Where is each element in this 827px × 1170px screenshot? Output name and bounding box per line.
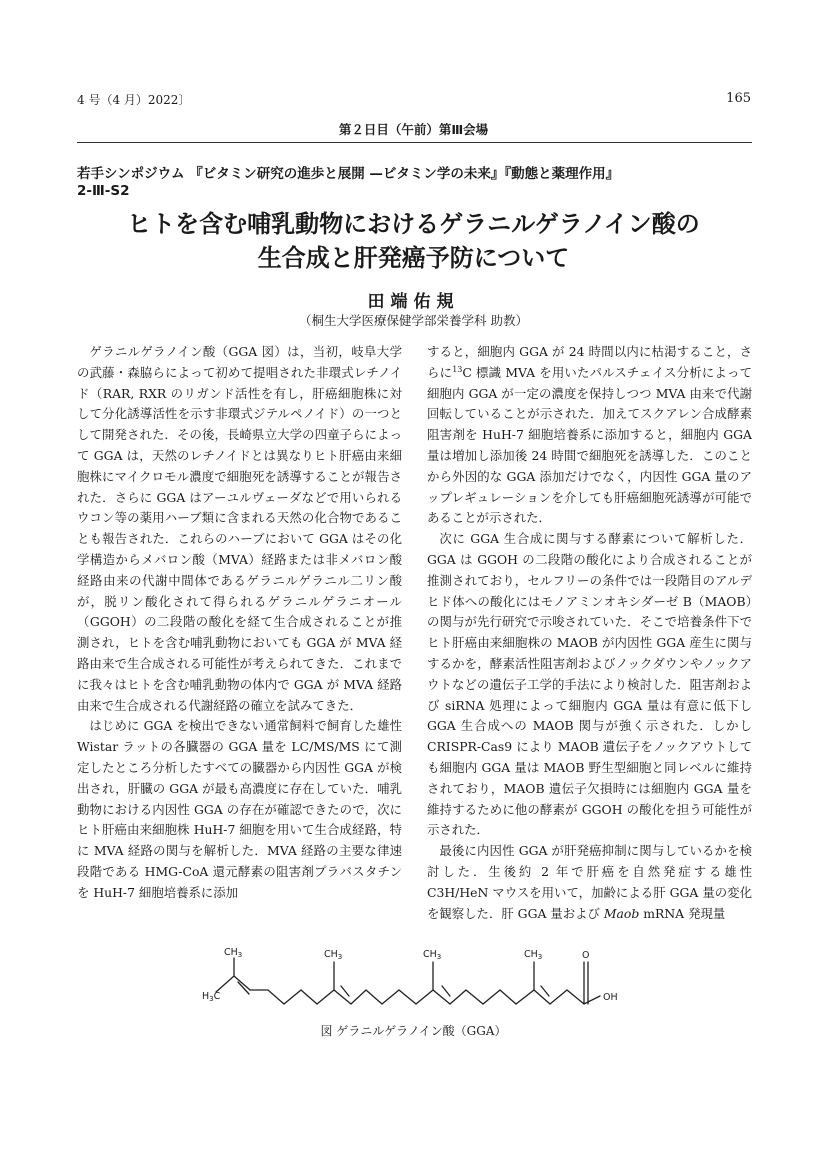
author-name: 田端佑規 bbox=[367, 292, 460, 312]
paragraph-enzyme: 次に GGA 生合成に関与する酵素について解析した．GGA は GGOH の二段階の酸化により合成されることが推測されており，セルフリーの条件では一段階目のアルデヒド体への酸化にはモノアミンオキシダーゼ B（MAOB）の関与が先行研究で示唆されていた．そこで培養条件下でヒト肝癌由来細胞株の MAOB が内因性 GGA 産生に関与するかを，酵素活性阻害剤およびノックダウンやノックアウトなどの遺伝子工学的手法により検討した．阻害剤および siRNA 処理によって細胞内 GGA 量は有意に低下し GGA 生合成への MAOB 関与が強く示された．しかし CRISPR-Cas9 により MAOB 遺伝子をノックアウトしても細胞内 GGA 量は MAOB 野生型細胞と同レベルに維持されており，MAOB 遺伝子欠損時には細胞内 GGA 量を維持するために他の酵素が GGOH の酸化を担う可能性が示された． bbox=[427, 531, 752, 838]
paragraph-continued: すると，細胞内 GGA が 24 時間以内に枯渇すること，さらに$^{13}$C 標識 MVA を用いたパルスチェイス分析によって細胞内 GGA が一定の濃度を保持しつつ MVA 由来で代謝回転していることが示された．加えてスクアレン合成酵素阻害剤を HuH-7 細胞培養系に添加すると，細胞内 GGA 量は増加し添加後 24 時間で細胞死を誘導した．このことから外因的な GGA 添加だけでなく，内因性 GGA 量のアップレギュレーションを介しても肝癌細胞死誘導が可能であることが示された． bbox=[427, 344, 753, 526]
journal-issue: 4 号（4 月）2022〕 bbox=[77, 93, 191, 107]
paper-title-line2: 生合成と肝発癌予防について bbox=[257, 243, 570, 272]
paper-title-line1: ヒトを含む哺乳動物におけるゲラニルゲラノイン酸の bbox=[127, 209, 700, 238]
body-column-left bbox=[77, 342, 402, 904]
methyl-label-4: $CH_3$ bbox=[524, 949, 543, 961]
author-affiliation: （桐生大学医療保健学部栄養学科 助教） bbox=[299, 313, 528, 328]
terminal-methyl-label: $H_3C$ bbox=[202, 991, 221, 1003]
skeletal-bonds bbox=[216, 958, 600, 1004]
methyl-label-1: $CH_3$ bbox=[224, 947, 243, 959]
session-heading: 第２日目（午前）第Ⅲ会場 bbox=[338, 122, 489, 137]
isotope-superscript: 13 bbox=[452, 364, 463, 374]
methyl-label-2: $CH_3$ bbox=[324, 949, 343, 961]
header-rule bbox=[77, 142, 752, 143]
methyl-label-3: $CH_3$ bbox=[423, 949, 442, 961]
paper-title bbox=[0, 207, 827, 275]
paragraph-methods-start: はじめに GGA を検出できない通常飼料で飼育した雄性 Wistar ラットの各臓器の GGA 量を LC/MS/MS にて測定したところ分析したすべての臓器から内因性 GGA が検出され，肝臓の GGA が最も高濃度に存在していた．哺乳動物における内因性 GGA の存在が確認できたので，次にヒト肝癌由来細胞株 HuH-7 細胞を用いて生合成経路，特に MVA 経路の関与を解析した．MVA 経路の主要な律速段階である HMG-CoA 還元酵素の阻害剤プラバスタチンを HuH-7 細胞培養系に添加 bbox=[77, 718, 402, 900]
symposium-title: 若手シンポジウム 『ビタミン研究の進歩と展開 —ビタミン学の未来』『動態と薬理作用』 bbox=[77, 166, 620, 182]
gene-name-italic: Maob bbox=[603, 905, 640, 921]
carbonyl-oxygen-label: O bbox=[582, 950, 590, 961]
paragraph-intro: ゲラニルゲラノイン酸（GGA 図）は，当初，岐阜大学の武藤・森脇らによって初めて提唱された非環式レチノイド（RAR, RXR のリガンド活性を有し，肝癌細胞株に対して分化誘導活性を示す非環式ジテルペノイド）の一つとして開発された．その後，長崎県立大学の四童子らによって GGA は，天然のレチノイドとは異なりヒト肝癌由来細胞株にマイクロモル濃度で細胞死を誘導することが報告された．さらに GGA はアーユルヴェーダなどで用いられるウコン等の薬用ハーブ類に含まれる天然の化合物であることも報告された．これらのハーブにおいて GGA はその化学構造からメバロン酸（MVA）経路または非メバロン酸経路由来の代謝中間体であるゲラニルゲラニル二リン酸が，脱リン酸化されて得られるゲラニルゲラニオール（GGOH）の二段階の酸化を経て生合成されることが推測され，ヒトを含む哺乳動物においても GGA が MVA 経路由来で生合成される可能性が考えられてきた．これまでに我々はヒトを含む哺乳動物の体内で GGA が MVA 経路由来で生合成される代謝経路の確立を試みてきた． bbox=[77, 344, 402, 713]
hydroxyl-label: OH bbox=[603, 992, 618, 1003]
body-column-right bbox=[427, 342, 752, 924]
gga-structure-figure bbox=[198, 938, 634, 1018]
symposium-heading bbox=[77, 166, 757, 200]
figure-caption: 図 ゲラニルゲラノイン酸（GGA） bbox=[320, 1024, 507, 1038]
paragraph-carcinogenesis: 最後に内因性 GGA が肝発癌抑制に関与しているかを検討した．生後約 2 年で肝癌を自然発症する雄性 C3H/HeN マウスを用いて，加齢による肝 GGA 量の変化を観察した．肝 GGA 量および Maob mRNA 発現量 bbox=[427, 843, 752, 921]
presentation-code: 2-Ⅲ-S2 bbox=[77, 183, 130, 199]
page-number: 165 bbox=[726, 91, 751, 106]
